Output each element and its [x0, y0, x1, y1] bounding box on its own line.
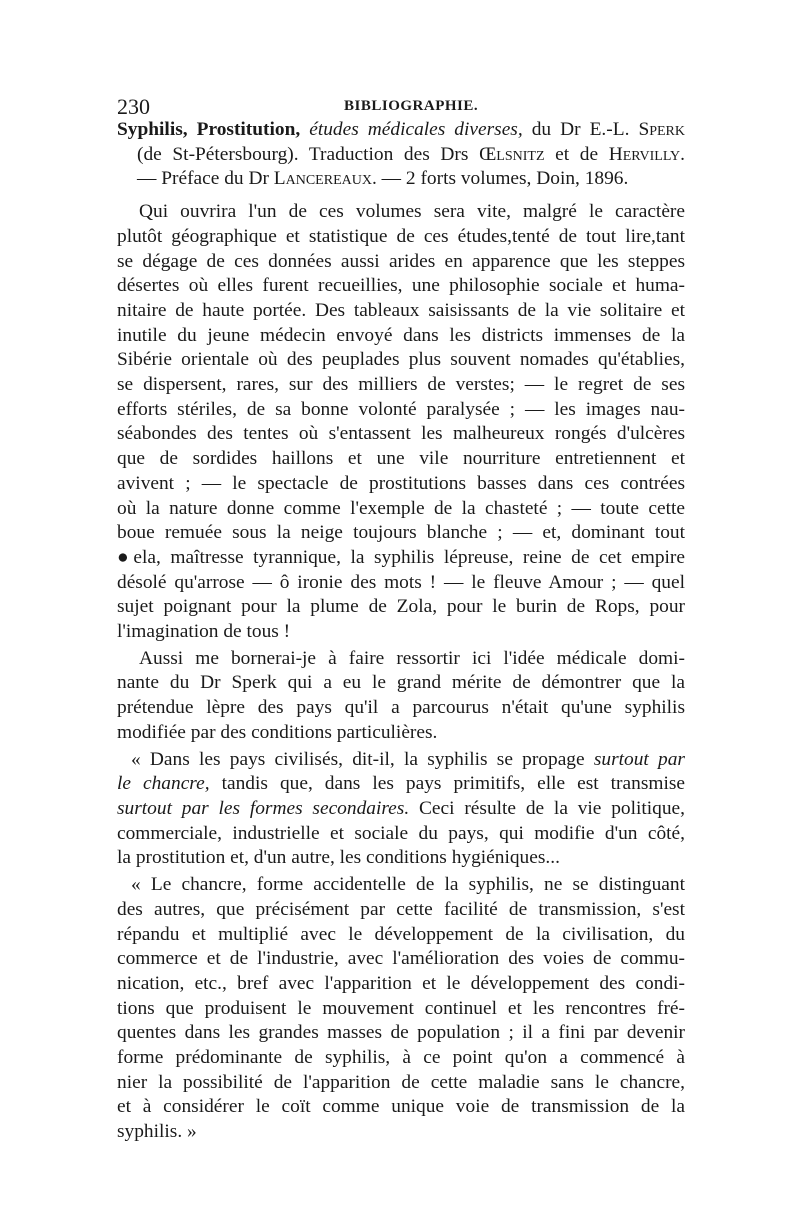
emphasis: le chancre, [117, 773, 210, 795]
text-line: Qui ouvrira l'un de ces volumes sera vite, malgré le caractère [139, 201, 685, 223]
text-line: modifiée par des conditions particulières. [117, 721, 438, 743]
paragraph-1 [117, 200, 685, 645]
text-line: que de sordides haillons et une vile nourriture entretiennent et [117, 448, 685, 470]
text-line: avivent ; — le spectacle de prostitutions basses dans ces contrées [117, 472, 685, 494]
text-line: Aussi me bornerai-je à faire ressortir ici l'idée médicale domi- [139, 647, 685, 669]
text-line: sujet poignant pour la plume de Zola, pour le burin de Rops, pour [117, 596, 685, 618]
text-line: où la nature donne comme l'exemple de la chasteté ; — toute cette [117, 497, 685, 519]
text-line: Sibérie orientale où des peuplades plus souvent nomades qu'établies, [117, 349, 685, 371]
text-line: commerciale, industrielle et sociale du pays, qui modifie d'un côté, [117, 822, 685, 844]
text-line [117, 772, 685, 797]
page-header [117, 94, 687, 118]
page-body [117, 118, 685, 1145]
text-line: « Le chancre, forme accidentelle de la syphilis, ne se distinguant [131, 874, 685, 896]
text-line: et à considérer le coït comme unique voie de transmission de la [117, 1096, 685, 1118]
paragraph-3 [117, 748, 685, 872]
translator-1: Œlsnitz [479, 143, 545, 165]
author-name: Sperk [638, 119, 686, 140]
bibliographic-reference [117, 118, 685, 192]
text-line: boue remuée sous la neige toujours blanche ; — et, dominant tout [117, 522, 685, 544]
text-line: efforts stériles, de sa bonne volonté paralysée ; — les images nau- [117, 398, 685, 420]
prefacer-name: Lancereaux. [273, 168, 377, 190]
text-line: tions que produisent le mouvement continuel et les rencontres fré- [117, 997, 685, 1019]
text-line [117, 748, 685, 773]
text-line: ●ela, maîtresse tyrannique, la syphilis lépreuse, reine de cet empire [117, 546, 685, 568]
text-line: inutile du jeune médecin envoyé dans les districts immenses de la [117, 324, 685, 346]
emphasis: surtout par les formes secondaires. [117, 797, 410, 819]
text-line [117, 797, 685, 822]
text-run: tandis que, dans les pays primitifs, elle est transmise [221, 773, 685, 795]
reference-line-3 [117, 167, 685, 192]
reference-line-1 [117, 118, 685, 143]
text-line: désolé qu'arrose — ô ironie des mots ! — le fleuve Amour ; — quel [117, 571, 685, 593]
paragraph-4 [117, 873, 685, 1145]
text-line: nier la possibilité de l'apparition de cette maladie sans le chancre, [117, 1071, 685, 1093]
preface-prefix: — Préface du Dr [137, 168, 269, 190]
reference-origin: (de St-Pétersbourg). Traduction des Drs [137, 143, 469, 165]
text-line: plutôt géographique et statistique de ces études,tenté de tout lire,tant [117, 225, 685, 247]
text-line: des autres, que précisément par cette facilité de transmission, s'est [117, 898, 685, 920]
text-line: syphilis. » [117, 1121, 197, 1143]
text-run: « Dans les pays civilisés, dit-il, la syphilis se propage [131, 748, 585, 770]
emphasis: surtout par [593, 748, 685, 770]
publication-info: — 2 forts volumes, Doin, 1896. [381, 168, 629, 190]
reference-connector: et de [555, 143, 599, 165]
text-run: Ceci résulte de la vie politique, [419, 797, 686, 819]
text-line: séabondes des tentes où s'entassent les malheureux rongés d'ulcères [117, 423, 685, 445]
running-head: BIBLIOGRAPHIE. [344, 98, 479, 114]
translator-2: Hervilly. [608, 143, 685, 165]
text-line: quentes dans les grandes masses de population ; il a fini par devenir [117, 1022, 685, 1044]
text-line: se dégage de ces données aussi arides en apparence que les steppes [117, 250, 685, 272]
book-subtitle: études médicales diverses, [309, 119, 523, 140]
text-line: la prostitution et, d'un autre, les conditions hygiéniques... [117, 847, 560, 869]
text-line: l'imagination de tous ! [117, 621, 291, 643]
book-title: Syphilis, Prostitution, [117, 119, 301, 140]
reference-line-2 [117, 143, 685, 168]
page-number: 230 [117, 94, 150, 119]
text-line: commerce et de l'industrie, avec l'amélioration des voies de commu- [117, 948, 685, 970]
text-line: se dispersent, rares, sur des milliers de verstes; — le regret de ses [117, 374, 685, 396]
author-prefix: du Dr E.-L. [531, 119, 630, 140]
text-line: nitaire de haute portée. Des tableaux saisissants de la vie solitaire et [117, 299, 685, 321]
text-line: prétendue lèpre des pays qu'il a parcourus n'était qu'une syphilis [117, 697, 685, 719]
paragraph-2 [117, 647, 685, 746]
text-line: désertes où elles furent recueillies, une philosophie sociale et huma- [117, 275, 685, 297]
text-line: répandu et multiplié avec le développement de la civilisation, du [117, 923, 685, 945]
text-line: nante du Dr Sperk qui a eu le grand mérite de démontrer que la [117, 672, 685, 694]
text-line: nication, etc., bref avec l'apparition et le développement des condi- [117, 972, 685, 994]
text-line: forme prédominante de syphilis, à ce point qu'on a commencé à [117, 1047, 685, 1069]
